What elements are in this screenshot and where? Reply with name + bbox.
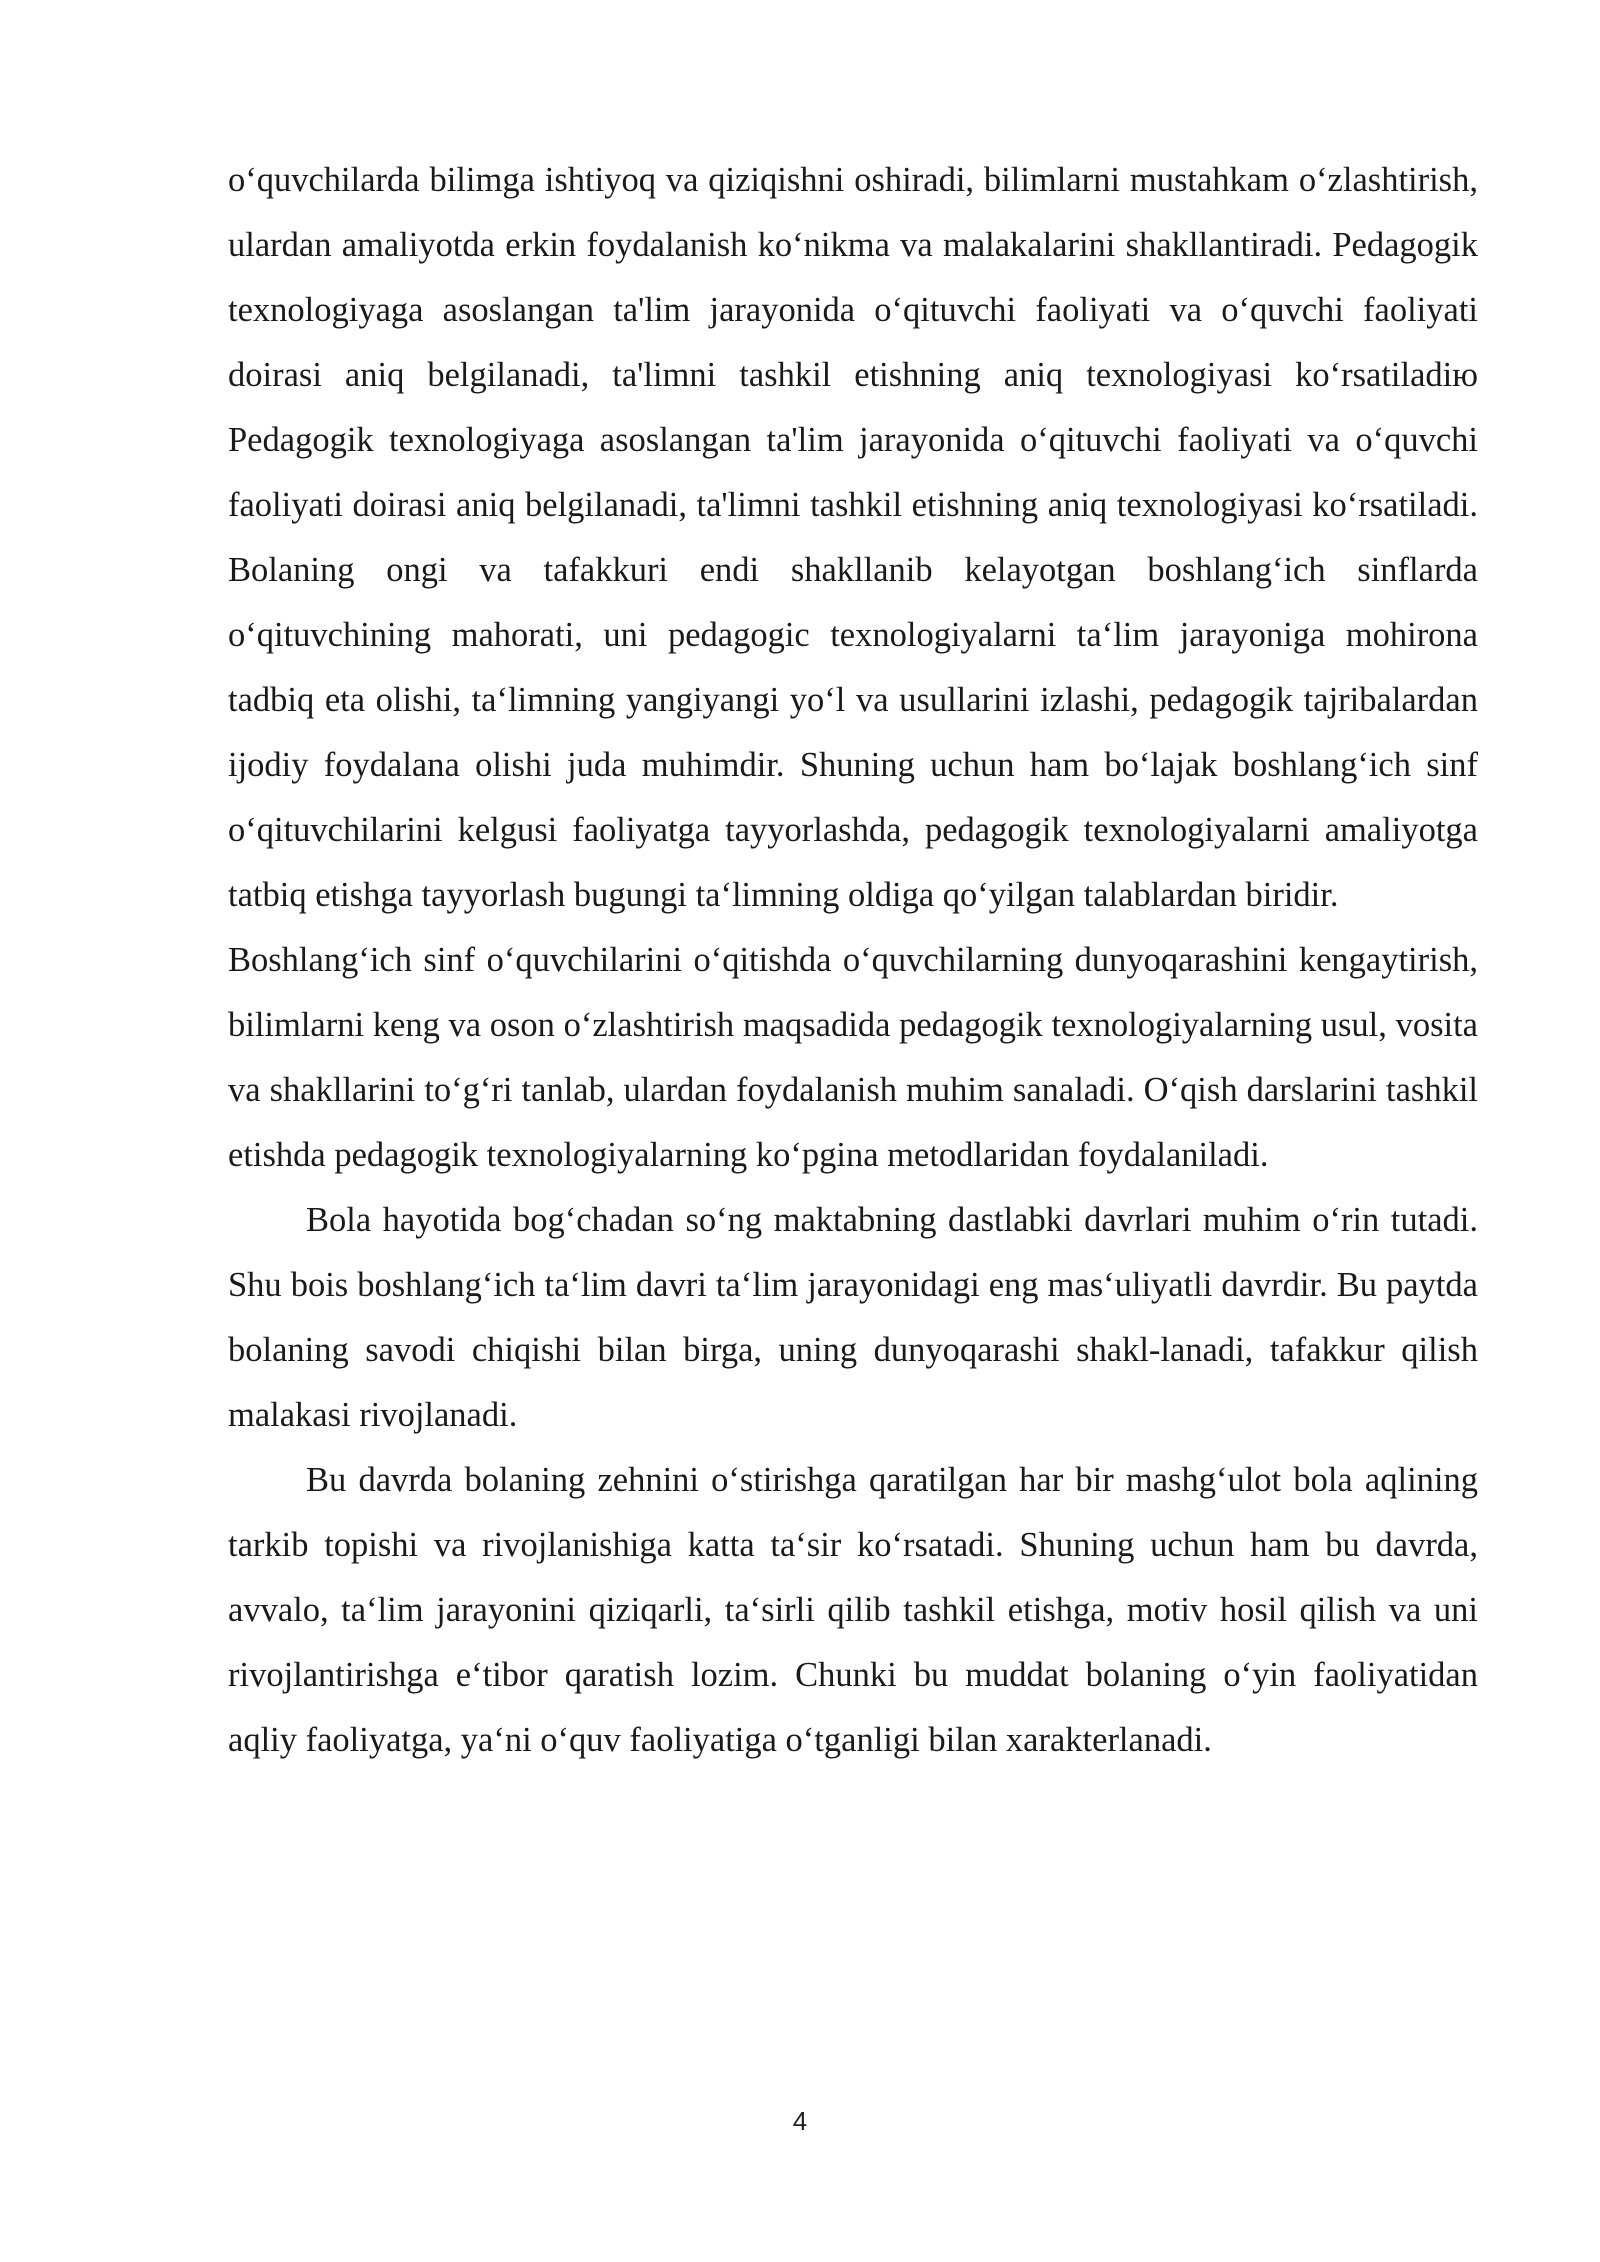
paragraph-1: o‘quvchilarda bilimga ishtiyoq va qiziqishni oshiradi, bilimlarni mustahkam o‘zlashtirish, ulardan amaliyotda erkin foydalanish ko‘nikma va malakalarini shakllantiradi. Pedagogik texnologiyaga asoslangan ta'lim jarayonida o‘qituvchi faoliyati va o‘quvchi faoliyati doirasi aniq belgilanadi, ta'limni tashkil etishning aniq texnologiyasi ko‘rsatiladiю Pedagogik texnologiyaga asoslangan ta'lim jarayonida o‘qituvchi faoliyati va o‘quvchi faoliyati doirasi aniq belgilanadi, ta'limni tashkil etishning aniq texnologiyasi ko‘rsatiladi. Bolaning ongi va tafakkuri endi shakllanib kelayotgan boshlang‘ich sinflarda o‘qituvchining mahorati, uni pedagogic texnologiyalarni ta‘lim jarayoniga mohirona tadbiq eta olishi, ta‘limning yangiyangi yo‘l va usullarini izlashi, pedagogik tajribalardan ijodiy foydalana olishi juda muhimdir. Shuning uchun ham bo‘lajak boshlang‘ich sinf o‘qituvchilarini kelgusi faoliyatga tayyorlashda, pedagogik texnologiyalarni amaliyotga tatbiq etishga tayyorlash bugungi ta‘limning oldiga qo‘yilgan talablardan biridir. [228,161,1478,914]
page-number: 4 [792,2106,808,2136]
paragraph-2: Boshlang‘ich sinf o‘quvchilarini o‘qitishda o‘quvchilarning dunyoqarashini kengaytirish, bilimlarni keng va oson o‘zlashtirish maqsadida pedagogik texnologiyalarning usul, vosita va shakllarini to‘g‘ri tanlab, ulardan foydalanish muhim sanaladi. O‘qish darslarini tashkil etishda pedagogik texnologiyalarning ko‘pgina metodlaridan foydalaniladi. [228,941,1478,1174]
paragraph-4: Bu davrda bolaning zehnini o‘stirishga qaratilgan har bir mashg‘ulot bola aqlining tarkib topishi va rivojlanishiga katta ta‘sir ko‘rsatadi. Shuning uchun ham bu davrda, avvalo, ta‘lim jarayonini qiziqarli, ta‘sirli qilib tashkil etishga, motiv hosil qilish va uni rivojlantirishga e‘tibor qaratish lozim. Chunki bu muddat bolaning o‘yin faoliyatidan aqliy faoliyatga, ya‘ni o‘quv faoliyatiga o‘tganligi bilan xarakterlanadi. [228,1461,1478,1759]
paragraph-3: Bola hayotida bog‘chadan so‘ng maktabning dastlabki davrlari muhim o‘rin tutadi. Shu bois boshlang‘ich ta‘lim davri ta‘lim jarayonidagi eng mas‘uliyatli davrdir. Bu paytda bolaning savodi chiqishi bilan birga, uning dunyoqarashi shakl-lanadi, tafakkur qilish malakasi rivojlanadi. [228,1201,1478,1434]
body-text [228,148,1478,1773]
